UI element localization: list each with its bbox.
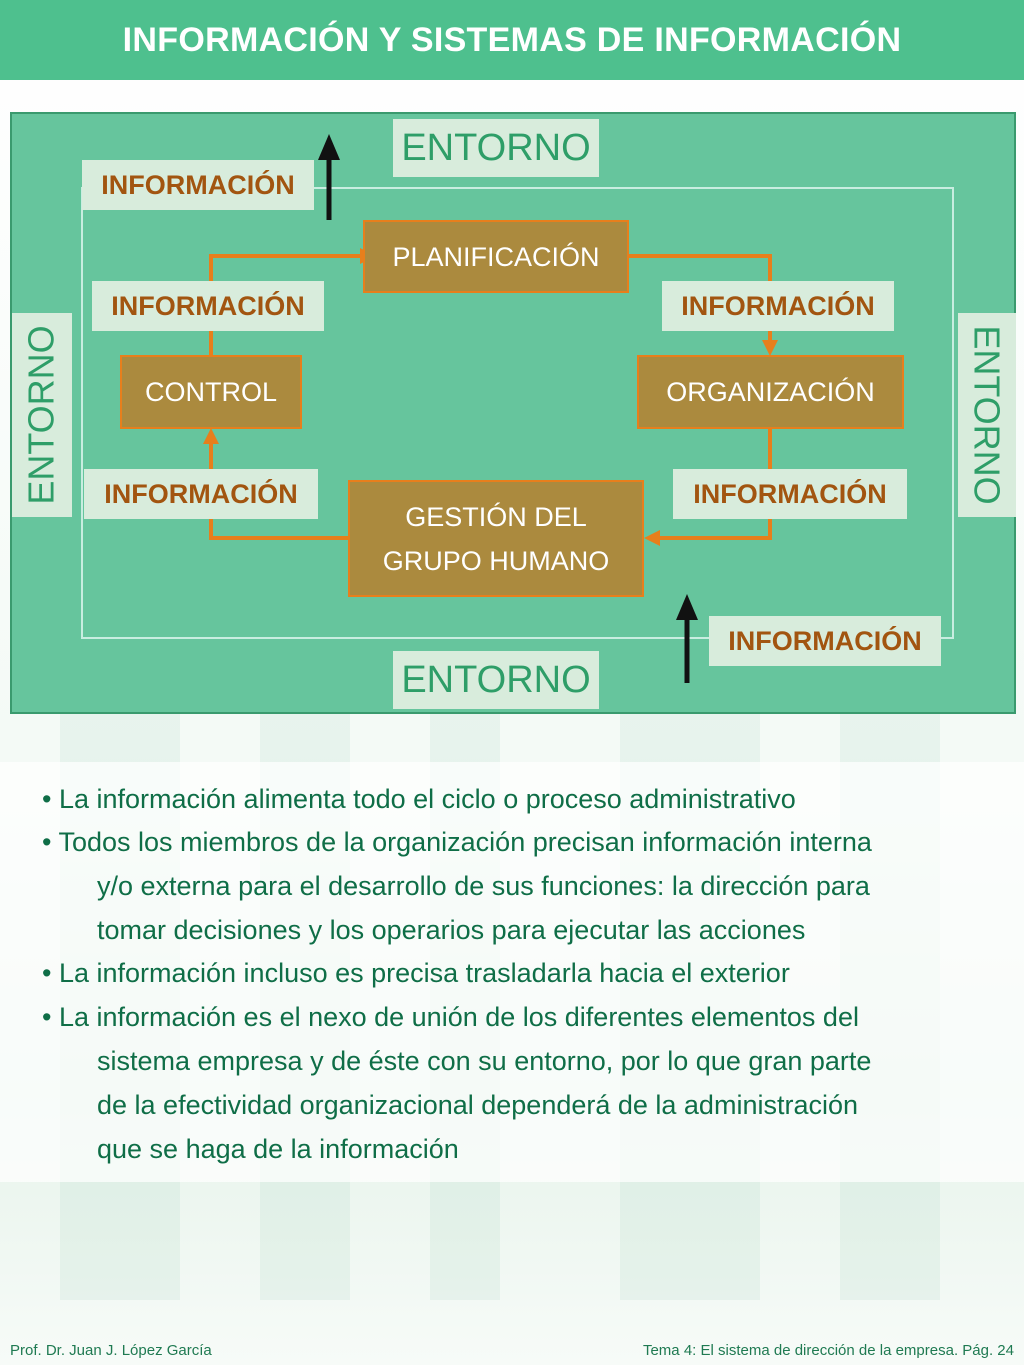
information-label-lower-right: INFORMACIÓN — [673, 469, 907, 519]
bullet-continuation: que se haga de la información — [97, 1134, 459, 1164]
information-label-upper-right: INFORMACIÓN — [662, 281, 894, 331]
bullet-text: • Todos los miembros de la organización precisan información interna — [42, 827, 872, 857]
footer-author: Prof. Dr. Juan J. López García — [10, 1342, 212, 1359]
information-label-lower-left: INFORMACIÓN — [84, 469, 318, 519]
planning-box: PLANIFICACIÓN — [363, 220, 629, 293]
bullet-item — [42, 951, 992, 995]
environment-label-left — [12, 313, 72, 517]
bullet-text: • La información es el nexo de unión de los diferentes elementos del — [42, 1002, 859, 1032]
control-box: CONTROL — [120, 355, 302, 429]
human-group-line2: GRUPO HUMANO — [382, 545, 610, 576]
environment-label-top: ENTORNO — [393, 119, 599, 177]
environment-label-left-text: ENTORNO — [21, 325, 63, 505]
information-label-bottom: INFORMACIÓN — [709, 616, 941, 666]
bullet-continuation: de la efectividad organizacional dependerá de la administración — [97, 1090, 858, 1120]
bullet-continuation: tomar decisiones y los operarios para ejecutar las acciones — [97, 915, 806, 945]
bullet-item — [42, 995, 992, 1171]
bullet-item — [42, 777, 992, 821]
environment-label-right — [958, 313, 1016, 517]
information-label-top: INFORMACIÓN — [82, 160, 314, 210]
human-group-line1: GESTIÓN DEL — [405, 501, 587, 532]
bullet-text: • La información alimenta todo el ciclo o proceso administrativo — [42, 784, 796, 814]
human-group-management-box — [348, 480, 644, 597]
organization-box: ORGANIZACIÓN — [637, 355, 904, 429]
environment-label-right-text: ENTORNO — [967, 325, 1009, 505]
bullet-continuation: y/o externa para el desarrollo de sus funciones: la dirección para — [97, 871, 870, 901]
environment-label-bottom: ENTORNO — [393, 651, 599, 709]
bullet-continuation: sistema empresa y de éste con su entorno, por lo que gran parte — [97, 1046, 872, 1076]
footer-topic: Tema 4: El sistema de dirección de la empresa. Pág. 24 — [642, 1342, 1014, 1359]
bullet-item — [42, 820, 992, 952]
bullet-text: • La información incluso es precisa trasladarla hacia el exterior — [42, 958, 790, 988]
slide-title: INFORMACIÓN Y SISTEMAS DE INFORMACIÓN — [0, 0, 1024, 80]
information-label-upper-left: INFORMACIÓN — [92, 281, 324, 331]
